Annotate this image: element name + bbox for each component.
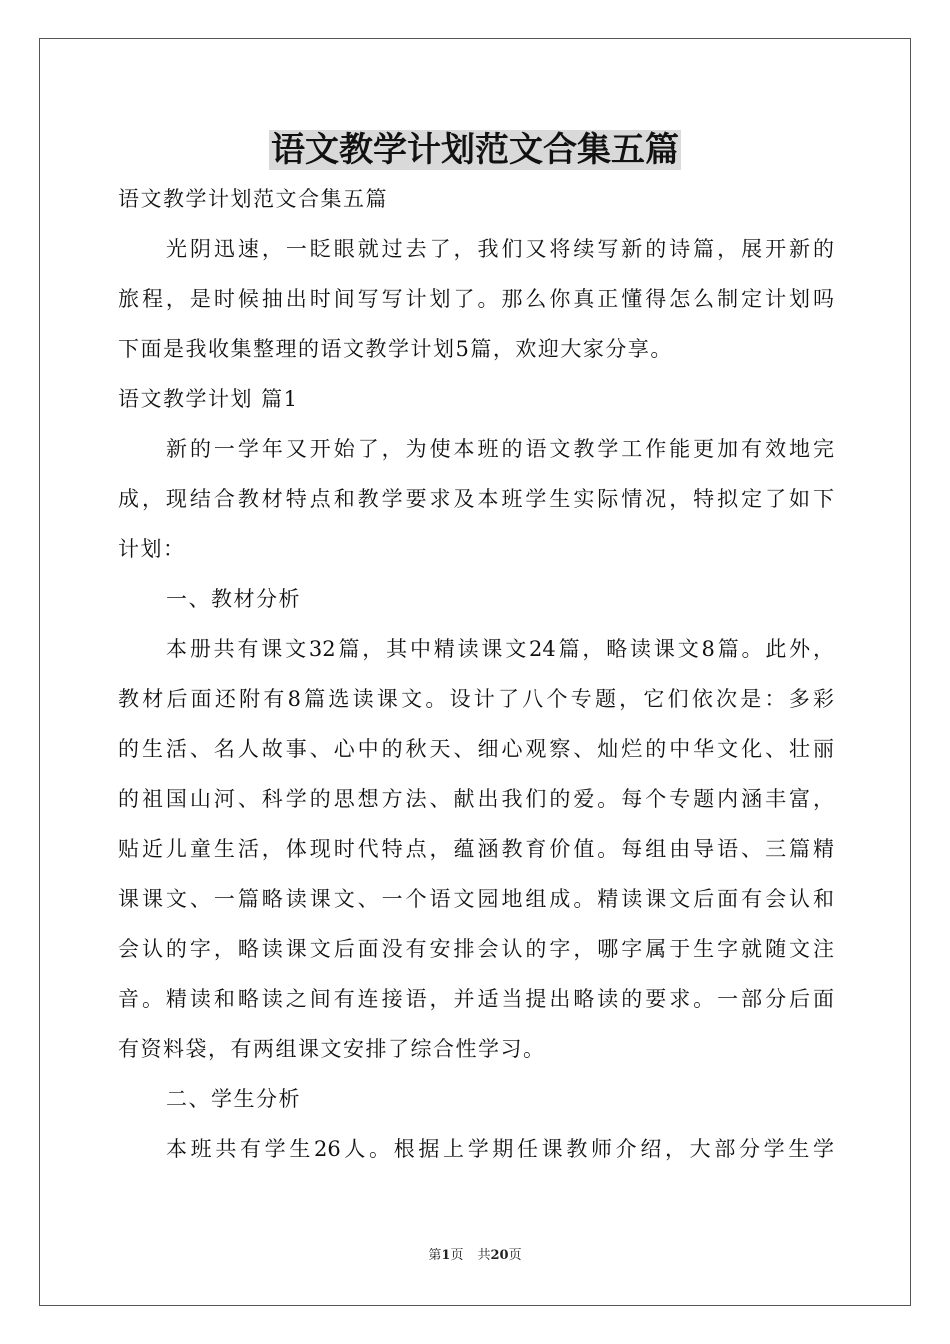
subtitle-line: 语文教学计划范文合集五篇 — [118, 187, 388, 211]
body-line: 新的一学年又开始了，为使本班的语文教学工作能更加有效地完 — [166, 437, 834, 461]
page-footer — [0, 1246, 950, 1266]
page-label-mid: 页 — [450, 1248, 464, 1263]
section-heading: 语文教学计划 篇1 — [118, 387, 299, 411]
subsection-heading: 一、教材分析 — [166, 587, 301, 611]
body-line: 贴近儿童生活，体现时代特点，蕴涵教育价值。每组由导语、三篇精 — [118, 837, 834, 861]
body-line: 成，现结合教材特点和教学要求及本班学生实际情况，特拟定了如下 — [118, 487, 834, 511]
total-label-pre: 共 — [477, 1248, 491, 1263]
body-line: 音。精读和略读之间有连接语，并适当提出略读的要求。一部分后面 — [118, 987, 834, 1011]
body-line: 的生活、名人故事、心中的秋天、细心观察、灿烂的中华文化、壮丽 — [118, 737, 834, 761]
body-line: 教材后面还附有8篇选读课文。设计了八个专题，它们依次是：多彩 — [118, 687, 834, 711]
page-total: 20 — [490, 1248, 509, 1263]
body-line: 本班共有学生26人。根据上学期任课教师介绍，大部分学生学 — [166, 1137, 834, 1161]
body-line: 有资料袋，有两组课文安排了综合性学习。 — [118, 1037, 546, 1061]
body-line: 光阴迅速，一眨眼就过去了，我们又将续写新的诗篇，展开新的 — [166, 237, 834, 261]
body-line: 的祖国山河、科学的思想方法、献出我们的爱。每个专题内涵丰富， — [118, 787, 834, 811]
document-title-text: 语文教学计划范文合集五篇 — [271, 130, 679, 170]
document-body — [118, 174, 834, 1174]
body-line: 计划： — [118, 537, 186, 561]
subsection-heading: 二、学生分析 — [166, 1087, 301, 1111]
body-line: 旅程，是时候抽出时间写写计划了。那么你真正懂得怎么制定计划吗 — [118, 287, 834, 311]
body-line: 下面是我收集整理的语文教学计划5篇，欢迎大家分享。 — [118, 337, 673, 361]
page-current: 1 — [441, 1248, 451, 1263]
body-line: 课课文、一篇略读课文、一个语文园地组成。精读课文后面有会认和 — [118, 887, 834, 911]
document-title — [0, 126, 950, 174]
body-line: 会认的字，略读课文后面没有安排会认的字，哪字属于生字就随文注 — [118, 937, 834, 961]
body-line: 本册共有课文32篇，其中精读课文24篇，略读课文8篇。此外， — [166, 637, 834, 661]
page-label-pre: 第 — [428, 1248, 442, 1263]
total-label-post: 页 — [508, 1248, 522, 1263]
